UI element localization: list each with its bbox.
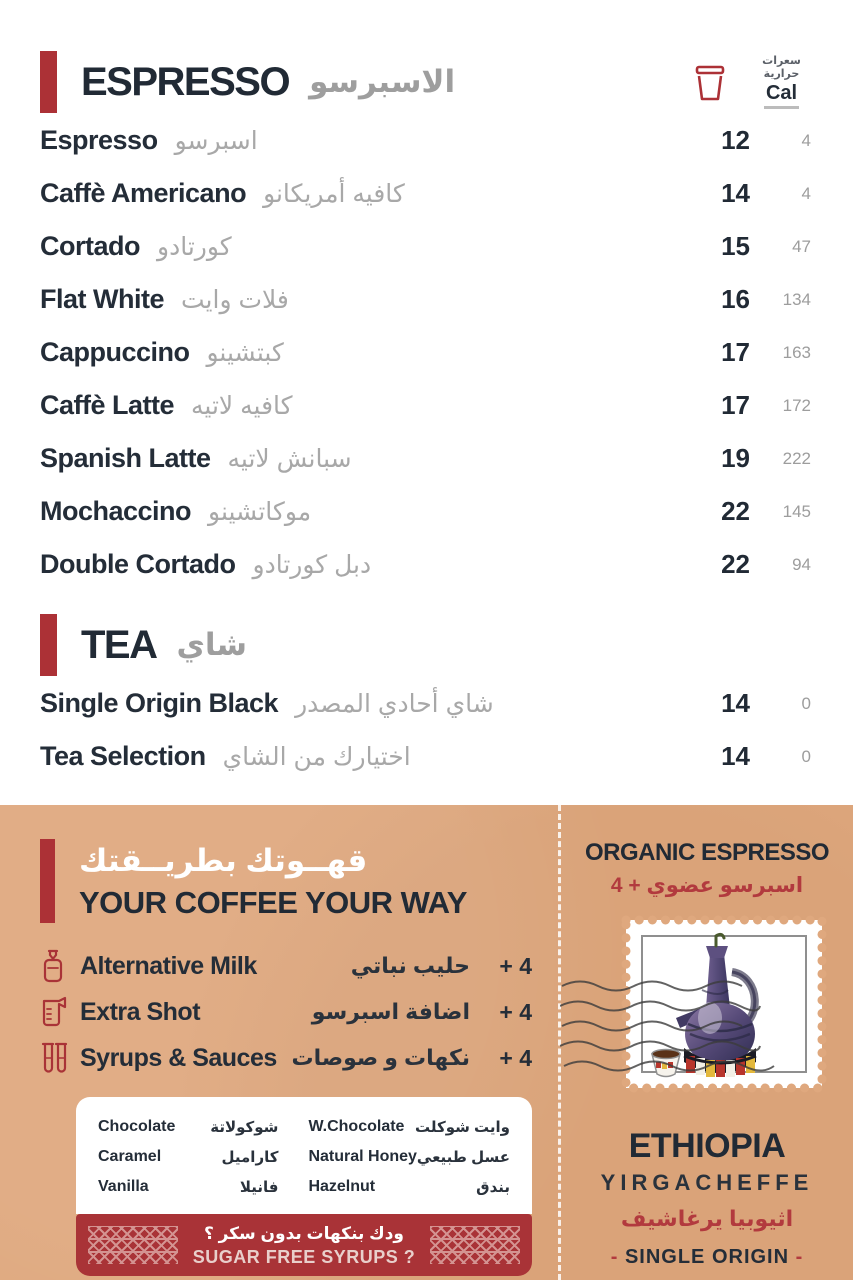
syrup-name-ar: شوكولاتة	[210, 1119, 279, 1136]
item-name-ar: موكاتشينو	[208, 497, 312, 526]
ethiopia-label-ar: اثيوبيا يرغاشيف	[620, 1206, 794, 1231]
menu-item	[40, 379, 813, 432]
syrup-row	[308, 1172, 510, 1202]
menu-item	[40, 273, 813, 326]
cal-label: Cal	[764, 82, 799, 109]
organic-title-en: ORGANIC ESPRESSO	[584, 839, 830, 866]
syrup-name-en: Caramel	[98, 1148, 162, 1165]
item-name-en: Espresso	[40, 125, 158, 155]
red-accent-bar	[40, 839, 55, 923]
item-name-en: Spanish Latte	[40, 443, 211, 473]
item-price: 14	[721, 741, 750, 771]
addon-name-ar: اضافة اسبرسو	[311, 999, 470, 1024]
cal-arabic-line2: حرارية	[763, 68, 800, 80]
espresso-title-en: ESPRESSO	[81, 59, 290, 104]
syrup-row	[308, 1142, 510, 1172]
syrup-name-en: Vanilla	[98, 1178, 149, 1195]
red-accent-bar	[40, 614, 57, 676]
addon-price: + 4	[499, 1044, 532, 1071]
menu-item	[40, 220, 813, 273]
beaker-icon	[40, 996, 80, 1028]
customization-section	[0, 805, 853, 1280]
syrup-name-en: Hazelnut	[308, 1178, 376, 1195]
test-tubes-icon	[40, 1040, 80, 1076]
espresso-title-ar: الاسبرسو	[309, 64, 456, 99]
addon-row	[40, 989, 532, 1035]
syrup-row	[98, 1172, 278, 1202]
organic-title-ar: اسبرسو عضوي + 4	[610, 874, 804, 897]
item-price: 22	[721, 496, 750, 526]
menu-item	[40, 432, 813, 485]
addon-name-ar: نكهات و صوصات	[291, 1045, 470, 1070]
item-name-ar: كافيه لاتيه	[191, 391, 293, 420]
syrup-name-ar: كاراميل	[221, 1149, 279, 1166]
tea-section-header	[40, 613, 813, 677]
column-headers	[686, 55, 813, 109]
syrup-name-en: W.Chocolate	[308, 1118, 405, 1135]
item-name-ar: دبل كورتادو	[252, 550, 372, 579]
item-calories: 4	[801, 183, 811, 203]
item-name-en: Cappuccino	[40, 337, 190, 367]
syrup-name-ar: وايت شوكلت	[414, 1119, 510, 1136]
item-calories: 134	[782, 289, 811, 309]
item-price: 17	[721, 337, 750, 367]
syrup-name-en: Chocolate	[98, 1118, 176, 1135]
item-calories: 172	[782, 395, 811, 415]
syrup-name-ar: بندق	[476, 1179, 510, 1196]
syrup-row	[308, 1112, 510, 1142]
item-price: 14	[721, 688, 750, 718]
item-price: 15	[721, 231, 750, 261]
tea-title-ar: شاي	[176, 627, 248, 662]
single-origin-label	[611, 1246, 804, 1269]
origin-dash-left: -	[610, 1246, 619, 1268]
menu-item	[40, 114, 813, 167]
item-name-en: Double Cortado	[40, 549, 236, 579]
item-calories: 94	[792, 554, 811, 574]
addon-price: + 4	[499, 952, 532, 979]
addon-price: + 4	[499, 998, 532, 1025]
milk-bottle-icon	[40, 948, 80, 984]
menu-item	[40, 167, 813, 220]
addon-row	[40, 943, 532, 989]
tea-title-en: TEA	[81, 622, 157, 667]
yirgacheffe-label: YIRGACHEFFE	[600, 1170, 814, 1195]
sugar-free-ar: ودك بنكهات بدون سكر ؟	[204, 1224, 404, 1243]
addon-name-en: Syrups & Sauces	[80, 1043, 277, 1072]
item-calories: 222	[782, 448, 811, 468]
sugar-free-en: SUGAR FREE SYRUPS ?	[192, 1247, 416, 1267]
menu-item	[40, 677, 813, 730]
item-price: 19	[721, 443, 750, 473]
ethiopia-label: ETHIOPIA	[628, 1127, 786, 1165]
syrup-name-ar: عسل طبيعي	[416, 1149, 510, 1166]
item-calories: 0	[801, 693, 811, 713]
item-name-ar: اختيارك من الشاي	[222, 742, 411, 771]
tribal-pattern-left	[88, 1226, 178, 1264]
custom-header	[40, 839, 532, 923]
espresso-item-list	[40, 114, 813, 591]
item-price: 16	[721, 284, 750, 314]
addon-name-en: Extra Shot	[80, 997, 201, 1026]
item-price: 12	[721, 125, 750, 155]
origin-text: SINGLE ORIGIN	[624, 1246, 790, 1268]
menu-item	[40, 485, 813, 538]
item-name-ar: اسبرسو	[174, 126, 258, 155]
tea-item-list	[40, 677, 813, 783]
item-name-en: Flat White	[40, 284, 164, 314]
organic-espresso-panel	[558, 805, 853, 1280]
espresso-section-header	[40, 50, 813, 114]
addon-name-ar: حليب نباتي	[350, 953, 470, 978]
cal-arabic-line1: سعرات	[762, 55, 801, 67]
item-price: 14	[721, 178, 750, 208]
menu-item	[40, 730, 813, 783]
item-calories: 4	[801, 130, 811, 150]
menu-item	[40, 326, 813, 379]
item-price: 22	[721, 549, 750, 579]
sugar-free-banner	[76, 1214, 532, 1276]
item-calories: 47	[792, 236, 811, 256]
syrup-flavors-box	[76, 1097, 532, 1214]
item-name-en: Cortado	[40, 231, 140, 261]
origin-dash-right: -	[795, 1246, 804, 1268]
custom-title-en: YOUR COFFEE YOUR WAY	[79, 885, 467, 920]
addons-list	[40, 943, 532, 1081]
addon-row	[40, 1035, 532, 1081]
item-name-en: Single Origin Black	[40, 688, 279, 718]
cup-icon	[693, 62, 727, 109]
syrup-column-2	[308, 1112, 510, 1202]
item-calories: 145	[782, 501, 811, 521]
ethiopian-jebena-stamp	[560, 914, 828, 1115]
custom-title-ar: قهــوتك بطريــقتك	[79, 843, 368, 878]
item-name-ar: شاي أحادي المصدر	[295, 689, 494, 718]
item-name-en: Caffè Americano	[40, 178, 247, 208]
item-calories: 0	[801, 746, 811, 766]
item-name-en: Mochaccino	[40, 496, 192, 526]
item-name-en: Tea Selection	[40, 741, 206, 771]
your-coffee-your-way-panel	[0, 805, 558, 1280]
item-price: 17	[721, 390, 750, 420]
syrup-name-en: Natural Honey	[308, 1148, 417, 1165]
item-name-ar: كورتادو	[157, 232, 232, 261]
syrup-column-1	[98, 1112, 278, 1202]
item-name-ar: سبانش لاتيه	[227, 444, 352, 473]
item-name-ar: فلات وايت	[181, 285, 289, 314]
menu-item	[40, 538, 813, 591]
syrup-row	[98, 1112, 278, 1142]
red-accent-bar	[40, 51, 57, 113]
syrup-name-ar: فانيلا	[239, 1179, 279, 1196]
item-name-en: Caffè Latte	[40, 390, 175, 420]
item-name-ar: كافيه أمريكانو	[263, 179, 405, 208]
price-column-header	[686, 62, 734, 109]
cal-column-header	[750, 55, 813, 109]
tribal-pattern-right	[430, 1226, 520, 1264]
item-name-ar: كبتشينو	[206, 338, 284, 367]
addon-name-en: Alternative Milk	[80, 951, 257, 980]
item-calories: 163	[782, 342, 811, 362]
syrup-row	[98, 1142, 278, 1172]
